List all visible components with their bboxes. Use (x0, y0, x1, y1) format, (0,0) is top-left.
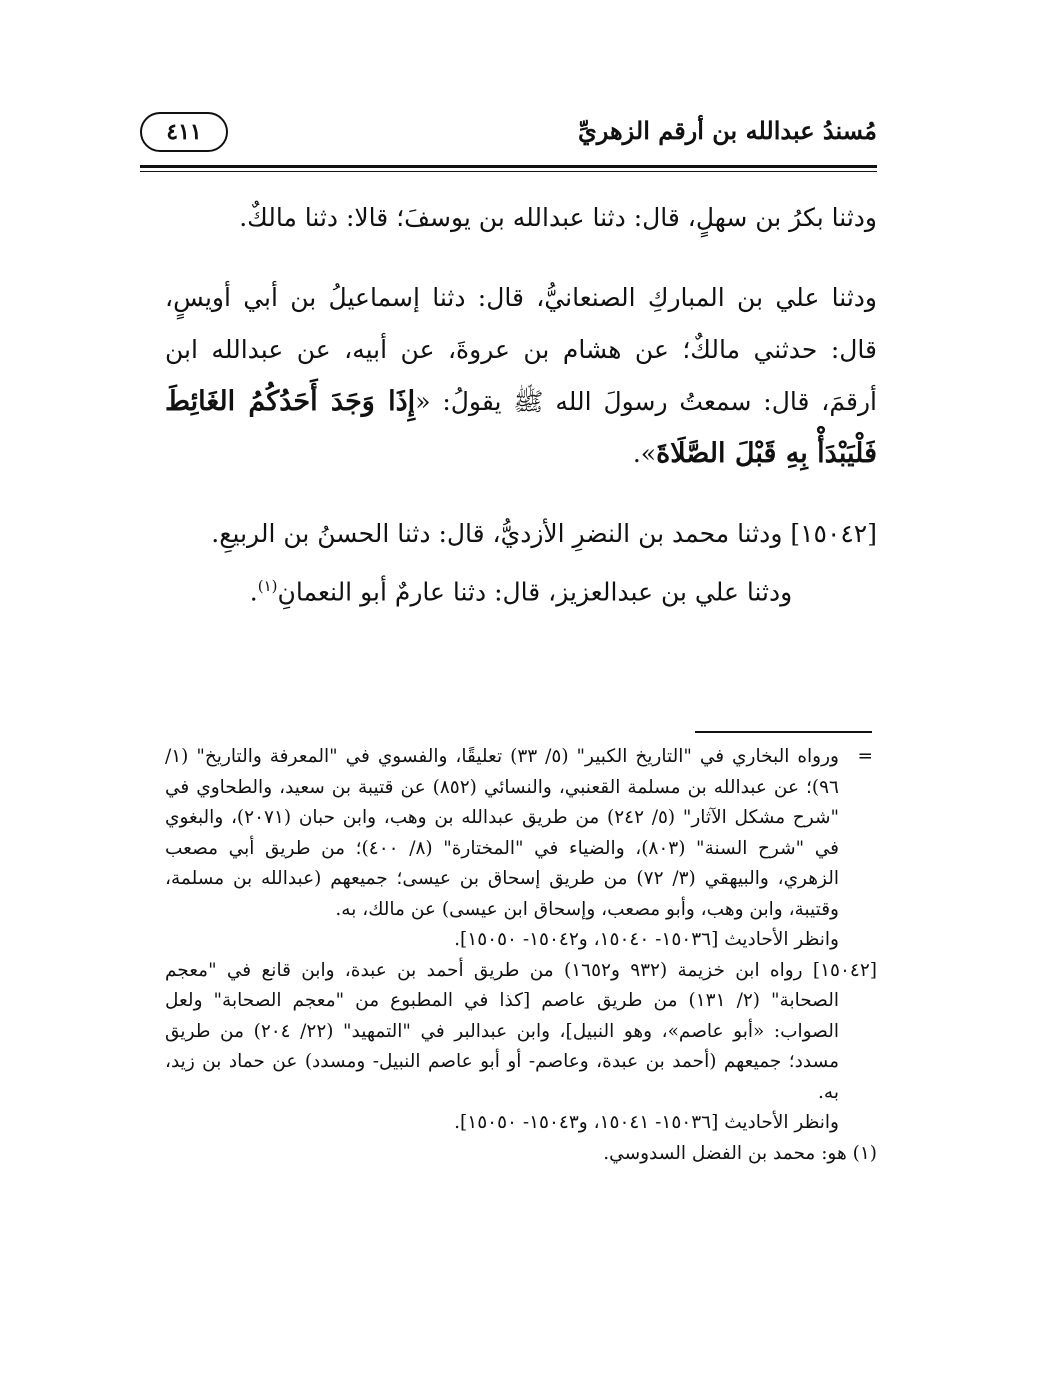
paragraph-3: [١٥٠٤٢] ودثنا محمد بن النضرِ الأزديُّ، قال: دثنا الحسنُ بن الربيعِ. (211, 519, 877, 548)
paragraph-4 (165, 560, 877, 618)
footnote-see-also-1: وانظر الأحاديث [١٥٠٣٦- ١٥٠٤٠، و١٥٠٤٢- ١٥٠٥٠]. (454, 929, 839, 950)
paragraph-2-end: ». (632, 439, 657, 468)
running-title: مُسندُ عبدالله بن أرقم الزهريِّ (577, 116, 877, 145)
paragraph-2-isnad: ودثنا علي بن المباركِ الصنعانيُّ، قال: دثنا إسماعيلُ بن أبي أويسٍ، قال: حدثني مالكٌ؛ عن هشام بن عروةَ، عن أبيه، عن عبدالله ابن أرقمَ، قال: سمعتُ رسولَ الله ﷺ يقولُ: « (165, 283, 877, 416)
footnotes (165, 742, 877, 1169)
page-number-badge: ٤١١ (140, 112, 228, 152)
header-rule-thin (140, 171, 877, 172)
paragraph-4-text: ودثنا علي بن عبدالعزيز، قال: دثنا عارمٌ أبو النعمانِ (277, 577, 793, 607)
main-text (165, 192, 877, 618)
paragraph-4-end: . (249, 577, 258, 607)
footnote-continuation (165, 742, 877, 925)
footnote-continuation-text: ورواه البخاري في "التاريخ الكبير" (٥/ ٣٣) تعليقًا، والفسوي في "المعرفة والتاريخ" (١/ ٩٦)؛ عن عبدالله بن مسلمة القعنبي، والنسائي (٨٥٢) عن قتيبة بن سعيد، والطحاوي في "شرح مشكل الآثار" (٥/ ٢٤٢) من طريق عبدالله بن وهب، وابن حبان (٢٠٧١)، والبغوي في "شرح السنة" (٨٠٣)، والضياء في "المختارة" (٨/ ٤٠٠)؛ من طريق أبي مصعب الزهري، والبيهقي (٣/ ٧٢) من طريق إسحاق بن عيسى؛ جميعهم (عبدالله بن مسلمة، وقتيبة، وابن وهب، وأبو مصعب، وإسحاق ابن عيسى) عن مالك، به. (165, 746, 840, 920)
footnote-see-also-2: وانظر الأحاديث [١٥٠٣٦- ١٥٠٤١، و١٥٠٤٣- ١٥٠٥٠]. (454, 1112, 839, 1133)
footnote-separator (695, 731, 872, 733)
footnote-1: (١) هو: محمد بن الفضل السدوسي. (603, 1142, 877, 1164)
hadith-text: إِذَا وَجَدَ أَحَدُكُمُ الغَائِطَ فَلْيَبْدَأْ بِهِ قَبْلَ الصَّلَاةَ (165, 386, 877, 469)
paragraph-1: ودثنا بكرُ بن سهلٍ، قال: دثنا عبدالله بن يوسفَ؛ قالا: دثنا مالكٌ. (239, 203, 877, 232)
footnote-ref[interactable]: (١) (257, 577, 278, 595)
paragraph-2 (165, 272, 877, 480)
footnote-hadith-15042: [١٥٠٤٢] رواه ابن خزيمة (٩٣٢ و١٦٥٢) من طريق أحمد بن عبدة، وابن قانع في "معجم الصحابة" (٢/ ١٣١) من طريق عاصم [كذا في المطبوع من "معجم الصحابة" ولعل الصواب: «أبو عاصم»، وهو النبيل]، وابن عبدالبر في "التمهيد" (٢٢/ ٢٠٤) من طريق مسدد؛ جميعهم (أحمد بن عبدة، وعاصم- أو أبو عاصم النبيل- ومسدد) عن حماد بن زيد، به. (165, 959, 877, 1103)
header-rule (140, 165, 877, 168)
continuation-mark: = (857, 746, 873, 767)
